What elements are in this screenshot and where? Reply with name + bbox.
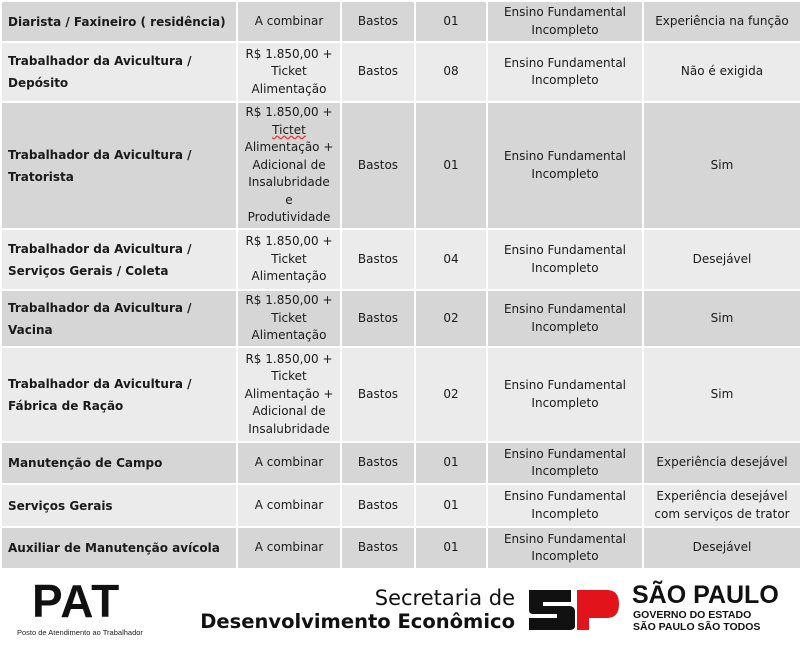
cell-line: R$ 1.850,00 +	[245, 46, 333, 61]
sp-logo-icon	[525, 586, 623, 632]
cell-line: Alimentação	[251, 328, 327, 343]
experience-cell	[643, 527, 800, 569]
city-cell: Bastos	[341, 347, 415, 442]
table-row	[1, 347, 800, 442]
cell-line: Incompleto	[531, 395, 599, 410]
salary-cell	[237, 442, 341, 484]
cell-line: A combinar	[254, 13, 324, 28]
job-title-cell: Trabalhador da Avicultura / Fábrica de Ração	[1, 347, 237, 442]
table-row	[1, 102, 800, 229]
table-row	[1, 484, 800, 527]
cell-line: R$ 1.850,00 +	[245, 293, 333, 308]
education-cell	[487, 442, 643, 484]
education-cell	[487, 290, 643, 347]
cell-line: R$ 1.850,00 +	[245, 351, 333, 366]
pat-subtitle: Posto de Atendimento ao Trabalhador	[17, 628, 143, 637]
cell-line: Incompleto	[531, 549, 599, 563]
vacancies-cell: 01	[415, 442, 487, 484]
footer-banner	[0, 568, 800, 651]
pat-logo: PAT	[32, 575, 121, 627]
cell-line: Ensino Fundamental	[503, 446, 627, 461]
city-cell: Bastos	[341, 42, 415, 102]
cell-line: Desejável	[692, 251, 752, 266]
vacancies-cell: 01	[415, 1, 487, 42]
cell-line: Alimentação +	[244, 140, 334, 155]
salary-cell	[237, 347, 341, 442]
city-cell: Bastos	[341, 102, 415, 229]
vacancies-cell: 01	[415, 527, 487, 569]
cell-line: Não é exigida	[680, 64, 764, 79]
vacancies-cell: 02	[415, 347, 487, 442]
cell-line: Ensino Fundamental	[503, 378, 627, 392]
city-cell: Bastos	[341, 1, 415, 42]
cell-line: e	[285, 192, 293, 207]
cell-line: Ticket	[271, 251, 307, 266]
cell-line: Experiência na função	[655, 13, 789, 28]
cell-line: Incompleto	[531, 73, 599, 87]
cell-line: Incompleto	[531, 260, 599, 275]
job-title-cell: Serviços Gerais	[1, 484, 237, 527]
cell-line: Desejável	[692, 540, 752, 555]
education-cell	[487, 484, 643, 527]
governo-do-estado-label: GOVERNO DO ESTADO	[633, 609, 752, 621]
cell-line: Ensino Fundamental	[503, 149, 627, 163]
cell-line: Ticket	[271, 64, 307, 79]
cell-line: Ensino Fundamental	[503, 302, 627, 316]
education-cell	[487, 102, 643, 229]
cell-line: Sim	[710, 157, 734, 172]
cell-line: R$ 1.850,00 +	[245, 234, 333, 249]
experience-cell	[643, 347, 800, 442]
cell-line: Ensino Fundamental	[503, 531, 627, 546]
cell-line: Ensino Fundamental	[503, 5, 627, 19]
experience-cell	[643, 229, 800, 290]
table-row	[1, 229, 800, 290]
table-row	[1, 42, 800, 102]
cell-line: Sim	[710, 386, 734, 401]
job-title-cell: Auxiliar de Manutenção avícola	[1, 527, 237, 569]
cell-line: Adicional de	[252, 404, 326, 419]
experience-cell	[643, 102, 800, 229]
education-cell	[487, 1, 643, 42]
experience-cell	[643, 1, 800, 42]
job-listings-body	[1, 1, 800, 569]
cell-line: A combinar	[254, 540, 324, 555]
vacancies-cell: 04	[415, 229, 487, 290]
cell-line: A combinar	[254, 455, 324, 470]
cell-line: Incompleto	[531, 166, 599, 181]
cell-line: Experiência desejável	[656, 455, 788, 470]
cell-line: Ticket	[271, 369, 307, 384]
vacancies-cell: 02	[415, 290, 487, 347]
secretaria-title-line2: Desenvolvimento Econômico	[200, 610, 515, 633]
salary-cell	[237, 102, 341, 229]
education-cell	[487, 42, 643, 102]
table-row	[1, 290, 800, 347]
secretaria-title-line1: Secretaria de	[374, 586, 515, 610]
education-cell	[487, 527, 643, 569]
cell-line: Ensino Fundamental	[503, 55, 627, 70]
vacancies-cell: 01	[415, 102, 487, 229]
cell-line: Experiência desejável	[656, 489, 788, 503]
cell-line: Produtividade	[247, 210, 331, 225]
cell-line: Alimentação +	[244, 386, 334, 401]
salary-cell	[237, 484, 341, 527]
job-title-cell: Trabalhador da Avicultura / Depósito	[1, 42, 237, 102]
education-cell	[487, 347, 643, 442]
vacancies-cell: 01	[415, 484, 487, 527]
sao-paulo-tagline: SÃO PAULO SÃO TODOS	[633, 621, 761, 633]
experience-cell	[643, 442, 800, 484]
city-cell: Bastos	[341, 527, 415, 569]
salary-cell	[237, 290, 341, 347]
cell-line: A combinar	[254, 497, 324, 512]
job-title-cell: Trabalhador da Avicultura / Vacina	[1, 290, 237, 347]
cell-line: Incompleto	[531, 319, 599, 334]
experience-cell	[643, 42, 800, 102]
sao-paulo-wordmark: SÃO PAULO	[632, 581, 779, 609]
cell-line: Tictet	[272, 122, 306, 137]
cell-line: Sim	[710, 310, 734, 325]
cell-line: Alimentação	[251, 81, 327, 96]
cell-line: Alimentação	[251, 269, 327, 284]
vacancies-cell: 08	[415, 42, 487, 102]
cell-line: com serviços de trator	[654, 506, 790, 521]
city-cell: Bastos	[341, 484, 415, 527]
job-title-cell: Manutenção de Campo	[1, 442, 237, 484]
cell-line: Ensino Fundamental	[503, 243, 627, 257]
salary-cell	[237, 42, 341, 102]
city-cell: Bastos	[341, 442, 415, 484]
salary-cell	[237, 229, 341, 290]
city-cell: Bastos	[341, 229, 415, 290]
job-title-cell: Trabalhador da Avicultura / Serviços Gerais / Coleta	[1, 229, 237, 290]
salary-cell	[237, 527, 341, 569]
cell-line: Insalubridade	[248, 175, 330, 190]
cell-line: Adicional de	[252, 157, 326, 172]
education-cell	[487, 229, 643, 290]
cell-line: Incompleto	[531, 22, 599, 37]
experience-cell	[643, 484, 800, 527]
table-row	[1, 442, 800, 484]
cell-line: Ensino Fundamental	[503, 489, 627, 503]
cell-line: R$ 1.850,00 +	[245, 105, 333, 120]
cell-line: Ticket	[271, 310, 307, 325]
experience-cell	[643, 290, 800, 347]
table-row	[1, 1, 800, 42]
salary-cell	[237, 1, 341, 42]
cell-line: Insalubridade	[248, 421, 330, 436]
job-title-cell: Trabalhador da Avicultura / Tratorista	[1, 102, 237, 229]
cell-line: Incompleto	[531, 464, 599, 478]
table-row	[1, 527, 800, 569]
cell-line: Incompleto	[531, 506, 599, 521]
city-cell: Bastos	[341, 290, 415, 347]
job-title-cell: Diarista / Faxineiro ( residência)	[1, 1, 237, 42]
